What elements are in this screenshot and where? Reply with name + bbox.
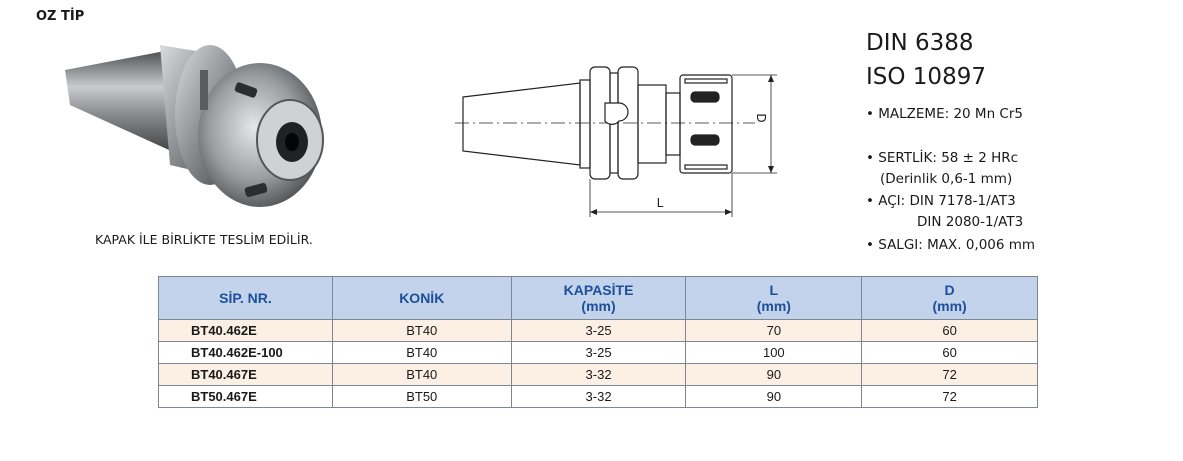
cell-order-no: BT40.462E <box>159 320 333 342</box>
cell-length: 100 <box>686 342 862 364</box>
technical-drawing <box>455 55 785 220</box>
cell-taper: BT40 <box>332 364 511 386</box>
table-row <box>159 342 1038 364</box>
dimension-d-label: D <box>754 113 768 123</box>
page-title: OZ TİP <box>36 9 85 24</box>
cell-capacity: 3-32 <box>511 386 686 408</box>
standard-iso: ISO 10897 <box>866 64 986 90</box>
cell-order-no: BT50.467E <box>159 386 333 408</box>
spec-hardness-depth: (Derinlik 0,6-1 mm) <box>880 171 1013 187</box>
cell-diameter: 72 <box>862 386 1038 408</box>
cell-taper: BT40 <box>332 320 511 342</box>
cell-diameter: 72 <box>862 364 1038 386</box>
table-header-row <box>159 277 1038 320</box>
cell-capacity: 3-25 <box>511 342 686 364</box>
spec-hardness: • SERTLİK: 58 ± 2 HRc <box>866 150 1019 166</box>
cell-diameter: 60 <box>862 320 1038 342</box>
dimension-l-label: L <box>656 196 664 210</box>
standard-din: DIN 6388 <box>866 30 974 56</box>
product-table <box>158 276 1038 408</box>
cell-length: 90 <box>686 386 862 408</box>
spec-material: • MALZEME: 20 Mn Cr5 <box>866 106 1023 122</box>
table-row <box>159 386 1038 408</box>
delivery-note: KAPAK İLE BİRLİKTE TESLİM EDİLİR. <box>95 232 313 247</box>
spec-runout: • SALGI: MAX. 0,006 mm <box>866 237 1036 253</box>
header-taper: KONİK <box>332 277 511 320</box>
table-row <box>159 320 1038 342</box>
spec-angle: • AÇI: DIN 7178-1/AT3 <box>866 193 1016 209</box>
tool-holder-photo <box>60 30 330 220</box>
header-diameter: D (mm) <box>862 277 1038 320</box>
cell-length: 90 <box>686 364 862 386</box>
header-length: L (mm) <box>686 277 862 320</box>
cell-taper: BT50 <box>332 386 511 408</box>
cell-diameter: 60 <box>862 342 1038 364</box>
cell-capacity: 3-32 <box>511 364 686 386</box>
cell-taper: BT40 <box>332 342 511 364</box>
table-row <box>159 364 1038 386</box>
cell-order-no: BT40.462E-100 <box>159 342 333 364</box>
header-capacity: KAPASİTE (mm) <box>511 277 686 320</box>
cell-capacity: 3-25 <box>511 320 686 342</box>
spec-angle-standard: DIN 2080-1/AT3 <box>917 214 1024 230</box>
cell-length: 70 <box>686 320 862 342</box>
cell-order-no: BT40.467E <box>159 364 333 386</box>
header-order-no: SİP. NR. <box>159 277 333 320</box>
